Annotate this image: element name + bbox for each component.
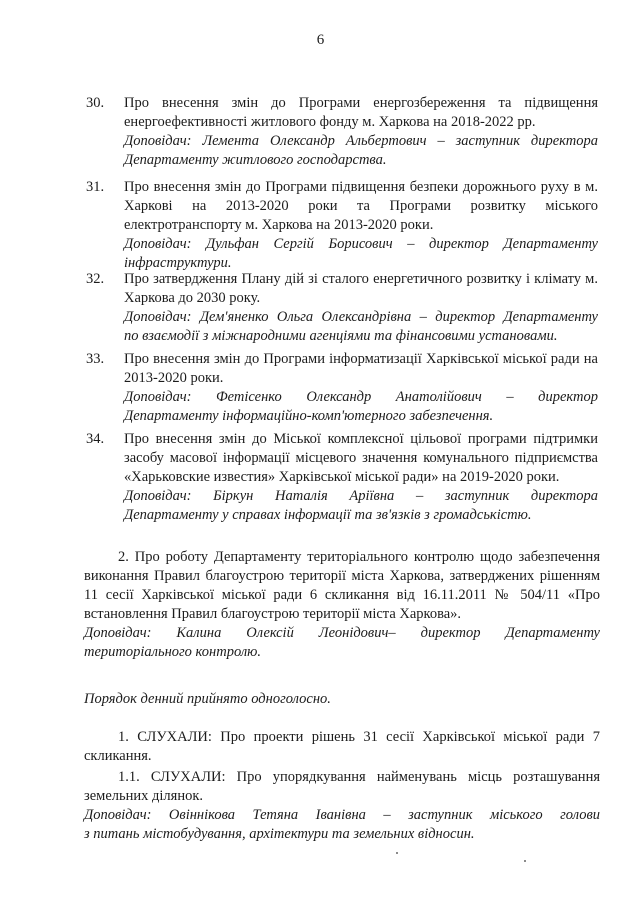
speaker-line: Департаменту інформаційно-комп'ютерного забезпечення.	[124, 408, 494, 424]
speaker-line: Доповідач: Дем'яненко Ольга Олександрівна – директор Департаменту	[124, 309, 598, 325]
speaker-line: територіального контролю.	[84, 644, 262, 660]
item-number: 31.	[86, 179, 105, 195]
item-title: Про внесення змін до Програми підвищення безпеки дорожнього руху в м. Харкові на 2013-2020 роки та Програми розвитку міського електротранспорту м. Харкова на 2013-2020 роки.	[124, 179, 598, 233]
agenda-item-32	[86, 270, 598, 346]
item-title: Про внесення змін до Програми енергозбереження та підвищення енергоефективності житлового фонду м. Харкова на 2018-2022 рр.	[124, 95, 598, 130]
item-number: 30.	[86, 95, 105, 111]
item-title: Про внесення змін до Міської комплексної цільової програми підтримки засобу масової інформації місцевого значення комунального підприємства «Харьковские известия» Харківської міської ради» на 2019-2020 роки.	[124, 431, 598, 485]
speaker-line: Доповідач: Калина Олексій Леонідович– директор Департаменту	[84, 625, 600, 641]
heard-1: 1. СЛУХАЛИ: Про проекти рішень 31 сесії Харківської міської ради 7 скликання.	[84, 729, 600, 764]
section-2-text: 2. Про роботу Департаменту територіального контролю щодо забезпечення виконання Правил благоустрою території міста Харкова, затверджених рішенням 11 сесії Харківської міської ради 6 скликання від 16.11.2011 № 504/11 «Про встановлення Правил благоустрою території міста Харкова».	[84, 549, 600, 622]
speaker-line: інфраструктури.	[124, 255, 232, 271]
agenda-item-31	[86, 178, 598, 273]
speaker-line: Доповідач: Дульфан Сергій Борисович – директор Департаменту	[124, 236, 598, 252]
speaker-line: по взаємодії з міжнародними агенціями та фінансовими установами.	[124, 328, 558, 344]
item-number: 33.	[86, 351, 105, 367]
speaker-line: з питань містобудування, архітектури та земельних відносин.	[84, 826, 475, 842]
item-title: Про внесення змін до Програми інформатизації Харківської міської ради на 2013-2020 роки.	[124, 351, 598, 386]
scan-speck	[396, 852, 398, 854]
item-number: 32.	[86, 271, 105, 287]
agenda-section-2	[84, 548, 600, 662]
heard-1-1-text: 1.1. СЛУХАЛИ: Про упорядкування найменувань місць розташування земельних ділянок.	[84, 769, 600, 804]
agenda-item-34	[86, 430, 598, 525]
speaker-line: Доповідач: Овіннікова Тетяна Іванівна – заступник міського голови	[84, 807, 600, 823]
speaker-line: Департаменту у справах інформації та зв'язків з громадськістю.	[124, 507, 532, 523]
speaker-line: Департаменту житлового господарства.	[124, 152, 387, 168]
agenda-adopted-note: Порядок денний прийнято одноголосно.	[84, 691, 331, 707]
page-number: 6	[316, 32, 325, 48]
item-number: 34.	[86, 431, 105, 447]
item-title: Про затвердження Плану дій зі сталого енергетичного розвитку і клімату м. Харкова до 2030 року.	[124, 271, 598, 306]
scan-speck	[524, 860, 526, 862]
speaker-line: Доповідач: Фетісенко Олександр Анатолійович – директор	[124, 389, 598, 405]
speaker-line: Доповідач: Біркун Наталія Аріївна – заступник директора	[124, 488, 598, 504]
speaker-line: Доповідач: Лемента Олександр Альбертович – заступник директора	[124, 133, 598, 149]
agenda-item-30	[86, 94, 598, 170]
heard-1-1	[84, 768, 600, 844]
agenda-item-33	[86, 350, 598, 426]
